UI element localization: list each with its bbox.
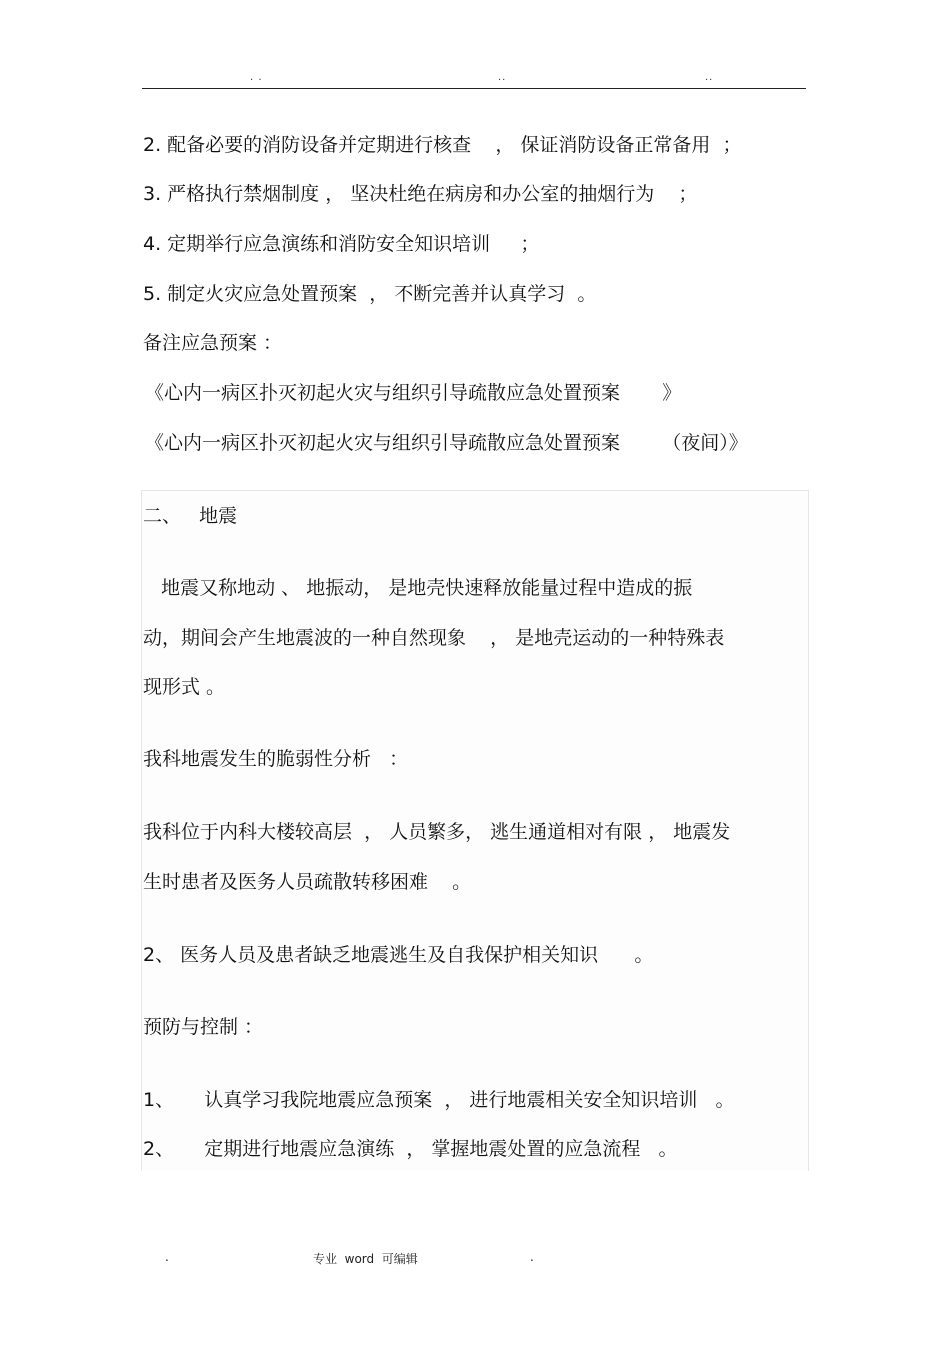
prevention-heading: 预防与控制 ： (143, 1016, 264, 1038)
vulnerability-line-2: 生时患者及医务人员疏散转移困难 。 (143, 871, 472, 893)
header-dots-middle: .. (498, 72, 507, 83)
measure-item-4: 4. 定期举行应急演练和消防安全知识培训 ； (143, 233, 540, 255)
plan-note-heading: 备注应急预案 ： (143, 332, 283, 354)
measure-item-5: 5. 制定火灾应急处置预案 ， 不断完善并认真学习 。 (143, 283, 597, 305)
measure-item-3: 3. 严格执行禁烟制度 ， 坚决杜绝在病房和办公室的抽烟行为 ； (143, 183, 698, 205)
header-dots-right: .. (705, 72, 714, 83)
definition-line-1: 地震又称地动 、 地振动， 是地壳快速释放能量过程中造成的振 (143, 577, 693, 599)
header-dots-left: . . (250, 72, 263, 83)
prevention-item-1: 1、 认真学习我院地震应急预案 ， 进行地震相关安全知识培训 。 (143, 1089, 735, 1111)
footer-label: 专业 word 可编辑 (313, 1252, 418, 1266)
footer-dot-right: . (530, 1250, 534, 1264)
plan-reference-2: 《心内一病区扑灭初起火灾与组织引导疏散应急处置预案 （夜间）》 (145, 432, 748, 454)
vulnerability-line-1: 我科位于内科大楼较高层 ， 人员繁多， 逃生通道相对有限 ， 地震发 (143, 821, 731, 843)
header-rule (142, 88, 806, 89)
definition-line-3: 现形式 。 (143, 676, 226, 698)
footer-dot-left: . (165, 1250, 169, 1264)
vulnerability-heading: 我科地震发生的脆弱性分析 ： (143, 748, 409, 770)
prevention-item-2: 2、 定期进行地震应急演练 ， 掌握地震处置的应急流程 。 (143, 1138, 678, 1160)
plan-reference-1: 《心内一病区扑灭初起火灾与组织引导疏散应急处置预案 》 (145, 382, 682, 404)
measure-item-2: 2. 配备必要的消防设备并定期进行核查 ， 保证消防设备正常备用 ； (143, 134, 742, 156)
definition-line-2: 动，期间会产生地震波的一种自然现象 ， 是地壳运动的一种特殊表 (143, 627, 725, 649)
section-heading: 二、 地震 (143, 505, 238, 527)
vulnerability-item-2: 2、 医务人员及患者缺乏地震逃生及自我保护相关知识 。 (143, 944, 654, 966)
